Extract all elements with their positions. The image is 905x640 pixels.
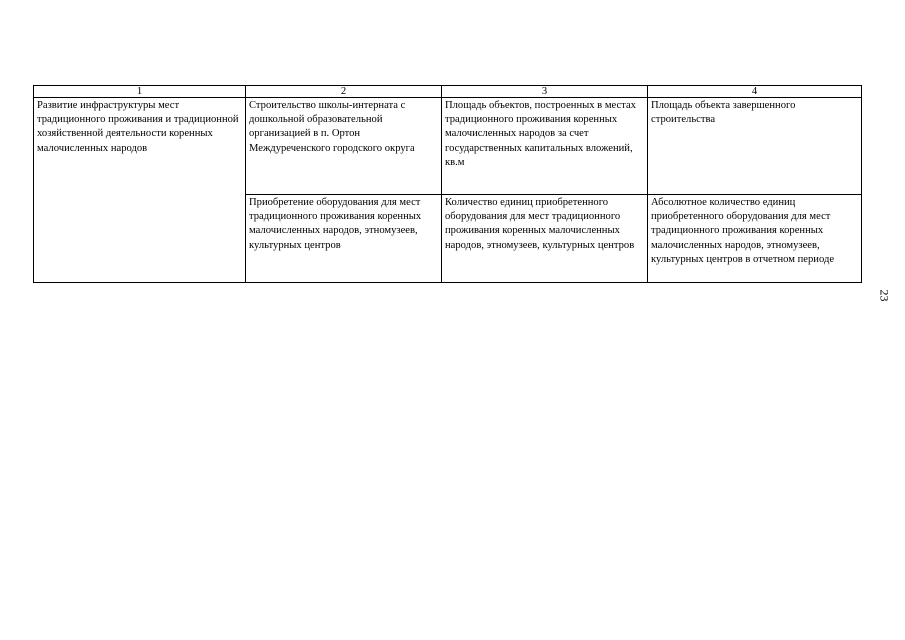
method-cell	[648, 195, 862, 283]
indicator-cell	[442, 195, 648, 283]
column-header-1: 1	[34, 86, 246, 98]
column-header-4: 4	[648, 86, 862, 98]
indicator-text: Площадь объектов, построенных в местах традиционного проживания коренных малочисленных народов за счет государственных капитальных вложений, кв.м	[445, 100, 636, 168]
column-header-3: 3	[442, 86, 648, 98]
measures-table	[33, 85, 862, 283]
goal-text: Развитие инфраструктуры мест традиционного проживания и традиционной хозяйственной деятельности коренных малочисленных народов	[37, 100, 239, 154]
header-row	[34, 86, 862, 98]
action-text: Приобретение оборудования для мест традиционного проживания коренных малочисленных народов, этномузеев, культурных центров	[249, 197, 422, 251]
method-text: Абсолютное количество единиц приобретенного оборудования для мест традиционного проживания коренных малочисленных народов, этномузеев, культурных центров в отчетном периоде	[651, 197, 835, 265]
method-cell	[648, 98, 862, 195]
goal-cell	[34, 98, 246, 283]
table-row	[34, 98, 862, 195]
indicator-text: Количество единиц приобретенного оборудования для мест традиционного проживания коренных малочисленных народов, этномузеев, культурных центров	[445, 197, 635, 251]
action-text: Строительство школы-интерната с дошкольной образовательной организацией в п. Ортон Междуреченского городского округа	[249, 100, 415, 154]
method-text: Площадь объекта завершенного строительства	[651, 100, 796, 126]
indicator-cell	[442, 98, 648, 195]
action-cell	[246, 98, 442, 195]
page-number: 23	[877, 289, 892, 302]
action-cell	[246, 195, 442, 283]
column-header-2: 2	[246, 86, 442, 98]
